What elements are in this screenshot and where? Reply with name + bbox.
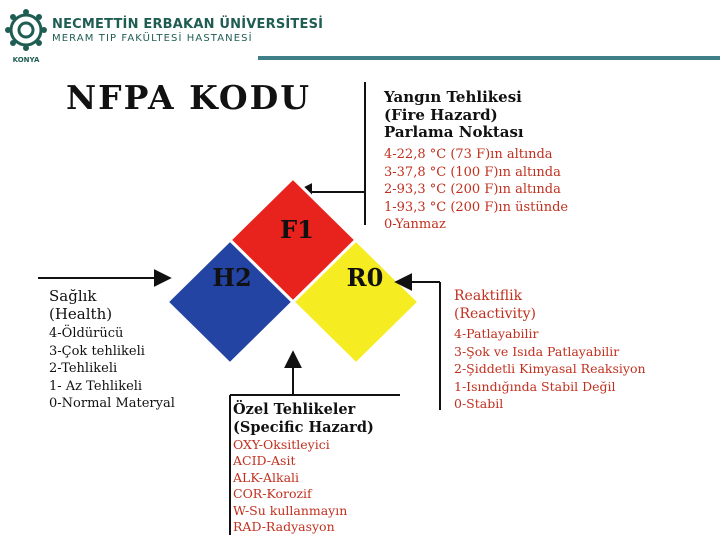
fire-item: 2-93,3 °C (200 F)ın altında: [384, 182, 561, 197]
health-item: 4-Öldürücü: [49, 326, 124, 341]
health-item: 1- Az Tehlikeli: [49, 378, 143, 394]
fire-title: [384, 89, 524, 142]
health-line: (Health): [49, 304, 113, 323]
fire-item: 3-37,8 °C (100 F)ın altında: [384, 164, 561, 180]
specific-line: Özel Tehlikeler: [233, 401, 356, 418]
specific-line: (Specific Hazard): [233, 418, 374, 436]
health-code: H2: [212, 263, 252, 292]
health-item: 2-Tehlikeli: [49, 361, 118, 376]
specific-list: [233, 437, 347, 535]
reactivity-item: 1-Isındığında Stabil Değil: [454, 378, 616, 394]
reactivity-title: [454, 288, 536, 323]
specific-item: W-Su kullanmayın: [233, 502, 348, 518]
reactivity-line: (Reactivity): [454, 305, 536, 322]
fire-code: F1: [280, 215, 314, 244]
specific-item: ACID-Asit: [233, 453, 296, 469]
specific-title: [233, 401, 374, 436]
fire-line: Yangın Tehlikesi: [384, 88, 522, 106]
fire-list: [384, 146, 568, 234]
reactivity-item: 2-Şiddetli Kimyasal Reaksiyon: [454, 361, 646, 376]
page-title: NFPA KODU: [66, 78, 312, 117]
health-line: Sağlık: [49, 287, 97, 305]
fire-line: Parlama Noktası: [384, 123, 524, 141]
reactivity-item: 0-Stabil: [454, 396, 504, 411]
university-name: NECMETTİN ERBAKAN ÜNİVERSİTESİ: [52, 17, 324, 32]
health-title: [49, 288, 112, 323]
reactivity-item: 4-Patlayabilir: [454, 326, 539, 341]
specific-item: OXY-Oksitleyici: [233, 437, 330, 452]
specific-item: COR-Korozif: [233, 486, 312, 502]
fire-item: 1-93,3 °C (200 F)ın üstünde: [384, 199, 569, 215]
reactivity-item: 3-Şok ve Isıda Patlayabilir: [454, 343, 620, 359]
fire-item: 0-Yanmaz: [384, 217, 446, 232]
health-list: [49, 325, 175, 413]
health-item: 3-Çok tehlikeli: [49, 343, 145, 359]
fire-item: 4-22,8 °C (73 F)ın altında: [384, 147, 553, 162]
reactivity-list: [454, 325, 646, 413]
hospital-name: MERAM TIP FAKÜLTESİ HASTANESİ: [52, 33, 253, 44]
reactivity-code: R0: [346, 263, 384, 292]
logo-caption: KONYA: [12, 56, 40, 64]
health-item: 0-Normal Materyal: [49, 396, 175, 411]
specific-item: ALK-Alkali: [233, 469, 300, 485]
specific-item: RAD-Radyasyon: [233, 519, 335, 535]
fire-line: (Fire Hazard): [384, 105, 498, 124]
reactivity-line: Reaktiflik: [454, 288, 523, 304]
